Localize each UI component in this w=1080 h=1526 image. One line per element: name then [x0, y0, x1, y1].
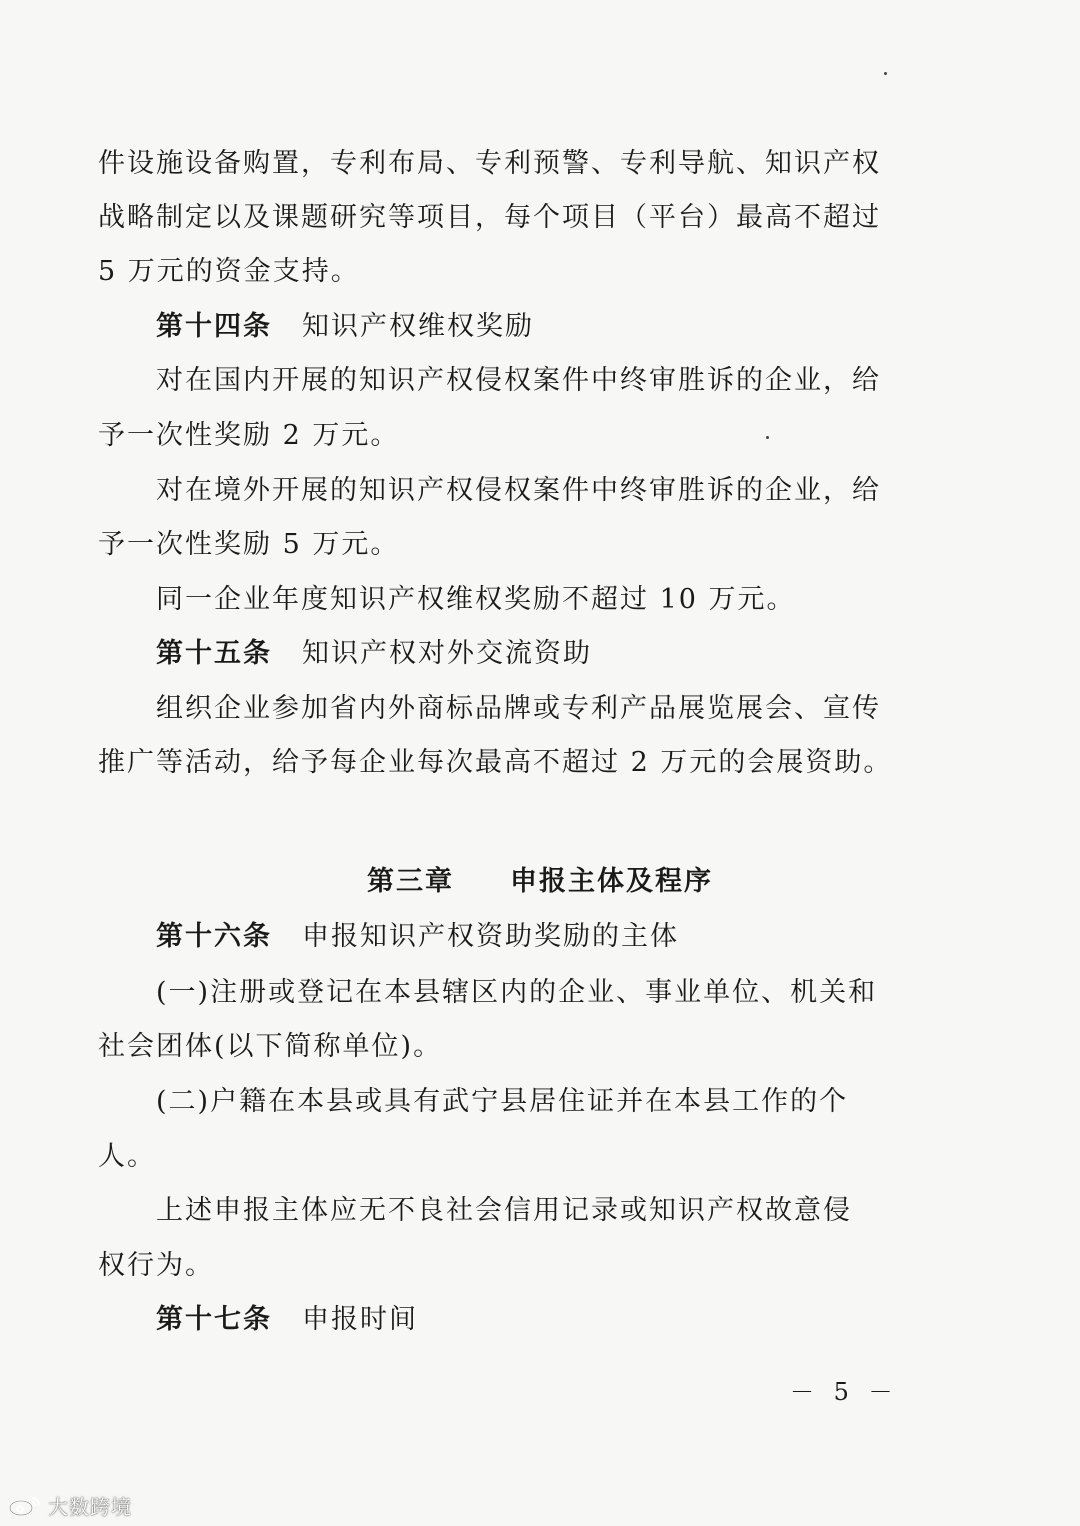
text-line: 人。	[98, 1141, 156, 1172]
chapter-title: 申报主体及程序	[510, 866, 713, 897]
text-line: 予一次性奖励 5 万元。	[98, 529, 400, 560]
chapter-heading	[0, 864, 1080, 900]
text-line: 对在境外开展的知识产权侵权案件中终审胜诉的企业，给	[156, 475, 881, 506]
text-line: (二)户籍在本县或具有武宁县居住证并在本县工作的个	[156, 1086, 849, 1117]
watermark	[8, 1490, 132, 1520]
article-subject: 知识产权维权奖励	[302, 311, 534, 342]
page-number: － 5 －	[790, 1378, 899, 1406]
article-subject: 知识产权对外交流资助	[302, 638, 592, 669]
text-line: 社会团体(以下简称单位)。	[98, 1031, 443, 1062]
text-line: 组织企业参加省内外商标品牌或专利产品展览展会、宣传	[156, 693, 881, 724]
article-17-heading	[156, 1302, 926, 1338]
text-line: 予一次性奖励 2 万元。	[98, 420, 400, 451]
text-line: 推广等活动，给予每企业每次最高不超过 2 万元的会展资助。	[98, 747, 893, 778]
article-title: 第十五条	[156, 638, 272, 669]
text-line: 权行为。	[98, 1250, 214, 1281]
text-line: 上述申报主体应无不良社会信用记录或知识产权故意侵	[156, 1195, 852, 1226]
article-16-heading	[156, 919, 926, 955]
text-line: 对在国内开展的知识产权侵权案件中终审胜诉的企业，给	[156, 365, 881, 396]
article-title: 第十四条	[156, 311, 272, 342]
article-15-heading	[156, 636, 926, 672]
text-line: (一)注册或登记在本县辖区内的企业、事业单位、机关和	[156, 977, 878, 1008]
scan-speck	[884, 72, 887, 75]
article-title: 第十六条	[156, 921, 272, 952]
article-subject: 申报时间	[302, 1304, 418, 1335]
text-line: 战略制定以及课题研究等项目，每个项目（平台）最高不超过	[98, 202, 881, 233]
chapter-number: 第三章	[367, 866, 454, 897]
article-subject: 申报知识产权资助奖励的主体	[302, 921, 679, 952]
article-title: 第十七条	[156, 1304, 272, 1335]
article-14-heading	[156, 309, 926, 345]
watermark-text: 大数跨境	[48, 1494, 132, 1519]
text-line: 件设施设备购置，专利布局、专利预警、专利导航、知识产权	[98, 148, 881, 179]
text-line: 5 万元的资金支持。	[98, 256, 360, 287]
text-line: 同一企业年度知识产权维权奖励不超过 10 万元。	[156, 584, 796, 615]
weibo-logo-icon	[8, 1494, 42, 1516]
scan-speck	[766, 436, 769, 439]
